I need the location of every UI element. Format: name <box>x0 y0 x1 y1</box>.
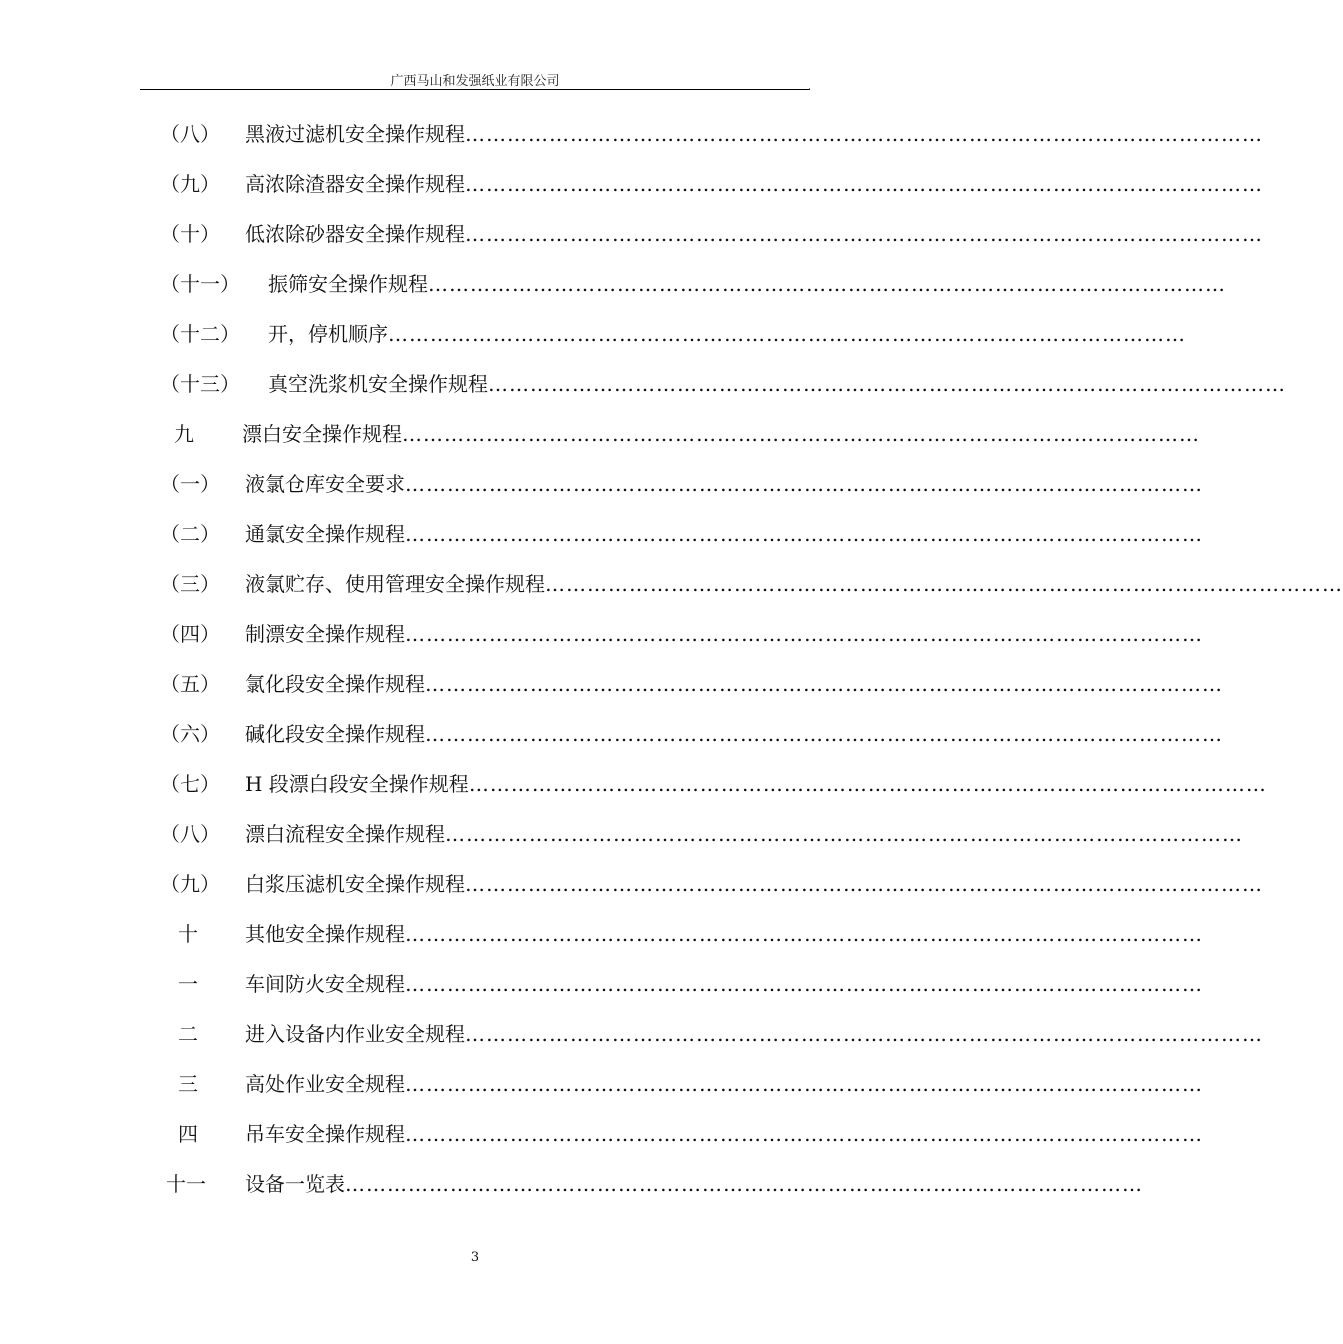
toc-entry-title-text: 液氯仓库安全要求 <box>245 472 405 496</box>
toc-entry <box>160 669 1223 699</box>
toc-leader-dots: …………………………………………………………………………………………………… <box>405 472 1203 496</box>
toc-entry-title-text: 氯化段安全操作规程 <box>245 672 425 696</box>
toc-entry-title-text: 低浓除砂器安全操作规程 <box>245 222 465 246</box>
toc-entry-number: （七） <box>160 772 220 796</box>
toc-entry-title-text: 通氯安全操作规程 <box>245 522 405 546</box>
toc-entry-title <box>245 119 1263 149</box>
toc-entry-title-text: 开，停机顺序 <box>268 322 388 346</box>
toc-entry-title <box>245 1119 1203 1149</box>
toc-entry-title <box>268 269 1226 299</box>
toc-entry-number: （一） <box>160 472 220 496</box>
toc-entry-title <box>245 819 1243 849</box>
toc-entry <box>160 719 1223 749</box>
toc-entry-title <box>268 319 1186 349</box>
toc-leader-dots: …………………………………………………………………………………………………… <box>488 372 1286 396</box>
toc-leader-dots: …………………………………………………………………………………………………… <box>465 222 1263 246</box>
toc-entry-title <box>245 169 1263 199</box>
toc-entry-number: （三） <box>160 572 220 596</box>
toc-entry-title-text: 车间防火安全规程 <box>245 972 405 996</box>
toc-leader-dots: …………………………………………………………………………………………………… <box>405 622 1203 646</box>
toc-entry-title-text: 黑液过滤机安全操作规程 <box>245 122 465 146</box>
toc-entry-number: （十） <box>160 222 220 246</box>
toc-entry-title <box>245 219 1263 249</box>
toc-entry-title <box>245 769 1267 799</box>
toc-leader-dots: …………………………………………………………………………………………………… <box>405 1122 1203 1146</box>
toc-entry-title <box>245 669 1223 699</box>
toc-entry <box>160 819 1243 849</box>
toc-leader-dots: …………………………………………………………………………………………………… <box>465 872 1263 896</box>
toc-entry-title-text: 高浓除渣器安全操作规程 <box>245 172 465 196</box>
toc-leader-dots: …………………………………………………………………………………………………… <box>465 1022 1263 1046</box>
toc-entry <box>160 969 1203 999</box>
toc-entry-title <box>245 969 1203 999</box>
toc-entry-number: （二） <box>160 522 220 546</box>
toc-entry-title <box>245 519 1203 549</box>
toc-entry-number: 九 <box>174 422 194 446</box>
page-header: 广西马山和发强纸业有限公司 <box>390 74 560 89</box>
toc-leader-dots: …………………………………………………………………………………………………… <box>402 422 1200 446</box>
page-number: 3 <box>470 1250 480 1265</box>
toc-leader-dots: …………………………………………………………………………………………………… <box>405 1072 1203 1096</box>
toc-leader-dots: …………………………………………………………………………………………………… <box>465 122 1263 146</box>
toc-leader-dots: …………………………………………………………………………………………………… <box>405 522 1203 546</box>
toc-entry-number: 四 <box>178 1122 198 1146</box>
toc-entry-title <box>245 619 1203 649</box>
toc-entry-number: （十三） <box>160 372 240 396</box>
toc-entry-number: 一 <box>178 972 198 996</box>
toc-entry <box>160 1119 1203 1149</box>
toc-leader-dots: …………………………………………………………………………………………………… <box>428 272 1226 296</box>
toc-entry-number: 二 <box>178 1022 198 1046</box>
toc-entry-title <box>245 869 1263 899</box>
toc-leader-dots: …………………………………………………………………………………………………… <box>468 772 1267 796</box>
toc-leader-dots: …………………………………………………………………………………………………… <box>405 972 1203 996</box>
toc-entry-title-text: 进入设备内作业安全规程 <box>245 1022 465 1046</box>
toc-entry <box>160 469 1203 499</box>
toc-entry <box>160 269 1226 299</box>
toc-entry-title-text: 制漂安全操作规程 <box>245 622 405 646</box>
toc-entry-number: 三 <box>178 1072 198 1096</box>
toc-entry-title-text: 液氯贮存、使用管理安全操作规程 <box>245 572 545 596</box>
toc-entry <box>160 169 1263 199</box>
toc-entry-title-text: 碱化段安全操作规程 <box>245 722 425 746</box>
toc-leader-dots: …………………………………………………………………………………………………… <box>345 1172 1143 1196</box>
toc-entry-title-text: 高处作业安全规程 <box>245 1072 405 1096</box>
toc-entry <box>160 1019 1263 1049</box>
toc-leader-dots: …………………………………………………………………………………………………… <box>405 922 1203 946</box>
toc-entry-number: （十一） <box>160 272 240 296</box>
toc-entry <box>160 369 1286 399</box>
toc-entry-title-text: 白浆压滤机安全操作规程 <box>245 872 465 896</box>
toc-entry-title <box>245 469 1203 499</box>
toc-entry-number: （六） <box>160 722 220 746</box>
header-mark: , <box>808 82 811 91</box>
toc-entry <box>160 769 1267 799</box>
toc-entry-title <box>245 1019 1263 1049</box>
toc-entry-title-text: 振筛安全操作规程 <box>268 272 428 296</box>
toc-entry-number: 十一 <box>166 1172 206 1196</box>
toc-entry-title <box>245 1169 1143 1199</box>
toc-entry <box>160 419 1200 449</box>
toc-entry-title <box>245 1069 1203 1099</box>
toc-leader-dots: …………………………………………………………………………………………………… <box>465 172 1263 196</box>
toc-leader-dots: …………………………………………………………………………………………………… <box>388 322 1186 346</box>
toc-entry-title-text: 吊车安全操作规程 <box>245 1122 405 1146</box>
toc-entry-number: （四） <box>160 622 220 646</box>
toc-entry-number: （九） <box>160 872 220 896</box>
toc-entry-title <box>245 719 1223 749</box>
toc-entry <box>160 919 1203 949</box>
toc-entry <box>160 519 1203 549</box>
toc-entry <box>160 119 1263 149</box>
toc-entry <box>160 619 1203 649</box>
toc-entry-number: 十 <box>178 922 198 946</box>
toc-entry-title-text: 设备一览表 <box>245 1172 345 1196</box>
toc-entry <box>160 1169 1143 1199</box>
toc-leader-dots: …………………………………………………………………………………………………… <box>425 672 1223 696</box>
toc-entry-title-text: 漂白流程安全操作规程 <box>245 822 445 846</box>
toc-entry <box>160 869 1263 899</box>
toc-entry-number: （九） <box>160 172 220 196</box>
toc-entry <box>160 569 1343 599</box>
toc-leader-dots: …………………………………………………………………………………………………… <box>425 722 1223 746</box>
toc-entry-title-text: H 段漂白段安全操作规程 <box>245 772 469 796</box>
toc-entry-title-text: 真空洗浆机安全操作规程 <box>268 372 488 396</box>
toc-entry-number: （五） <box>160 672 220 696</box>
toc-entry <box>160 1069 1203 1099</box>
toc-entry-title <box>242 419 1200 449</box>
toc-entry-title <box>245 569 1343 599</box>
toc-entry-title <box>245 919 1203 949</box>
toc-entry-number: （八） <box>160 122 220 146</box>
toc-entry-number: （十二） <box>160 322 240 346</box>
toc-leader-dots: …………………………………………………………………………………………………… <box>545 572 1343 596</box>
toc-entry-title <box>268 369 1286 399</box>
toc-entry-title-text: 漂白安全操作规程 <box>242 422 402 446</box>
toc-entry-title-text: 其他安全操作规程 <box>245 922 405 946</box>
toc-entry <box>160 319 1186 349</box>
toc-entry <box>160 219 1263 249</box>
toc-leader-dots: …………………………………………………………………………………………………… <box>445 822 1243 846</box>
toc-entry-number: （八） <box>160 822 220 846</box>
